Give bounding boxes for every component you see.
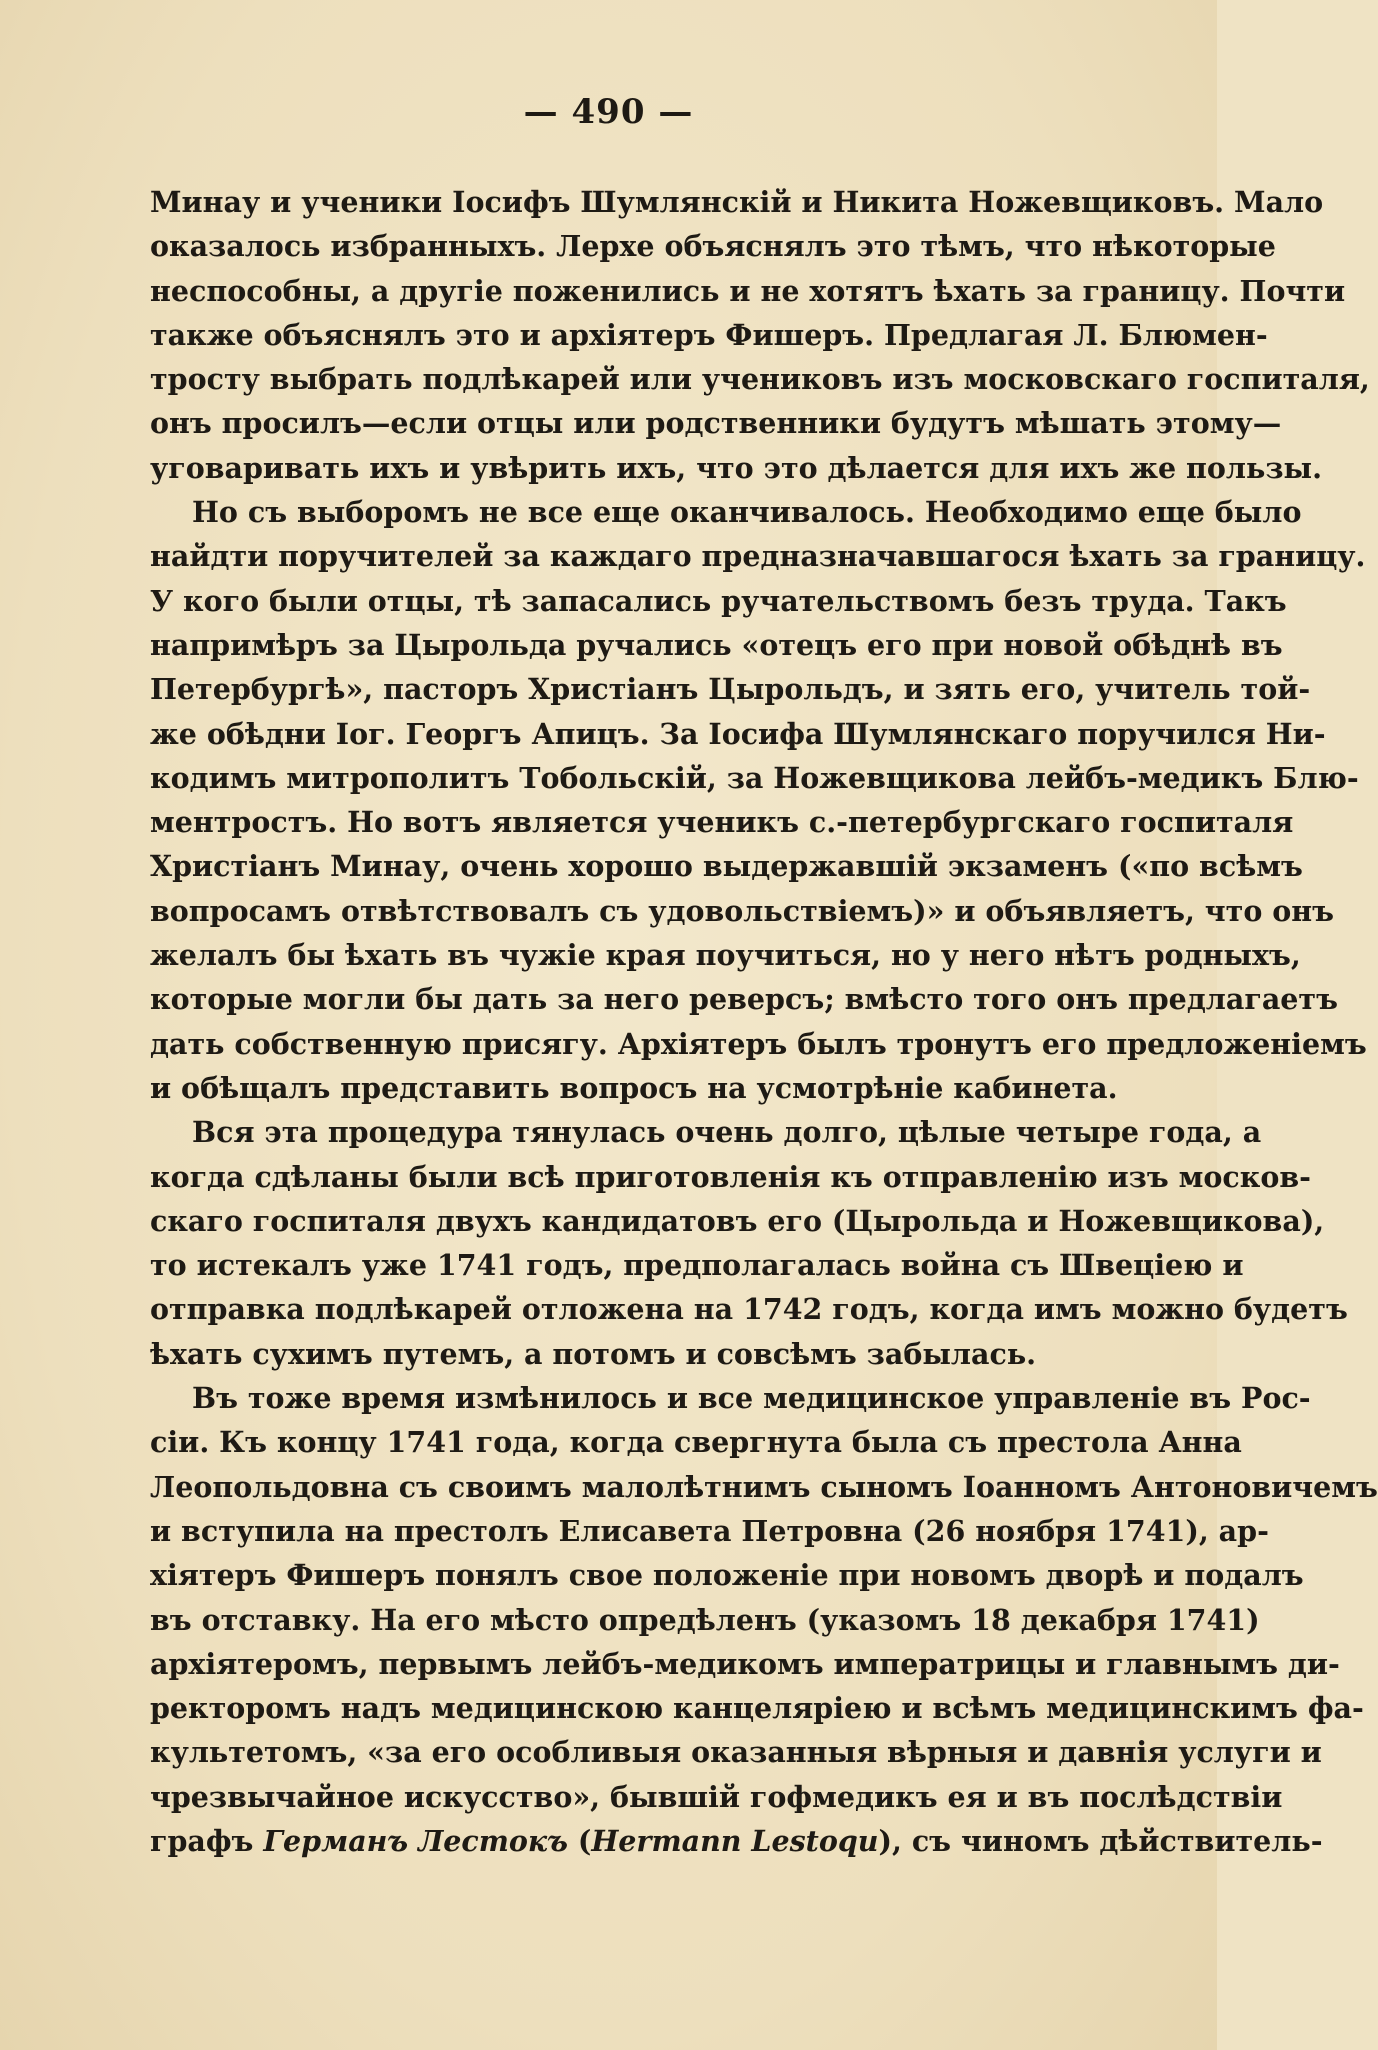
text-line: уговаривать ихъ и увѣрить ихъ, что это дѣлается для ихъ же пользы.: [150, 450, 1323, 485]
text-line: тросту выбрать подлѣкарей или учениковъ изъ московскаго госпиталя,: [150, 362, 1370, 397]
text-line: Леопольдовна съ своимъ малолѣтнимъ сыномъ Іоанномъ Антоновичемъ: [150, 1469, 1378, 1504]
text-line: въ отставку. На его мѣсто опредѣленъ (указомъ 18 декабря 1741): [150, 1602, 1260, 1637]
text-line: же обѣдни Іог. Георгъ Апицъ. За Іосифа Шумлянскаго поручился Ни-: [150, 716, 1326, 751]
body-text: [150, 180, 1378, 1863]
text-fragment: (: [567, 1823, 592, 1858]
text-line: хіятеръ Фишеръ понялъ свое положеніе при новомъ дворѣ и подалъ: [150, 1558, 1304, 1593]
text-line: Въ тоже время измѣнилось и все медицинское управленіе въ Рос-: [192, 1381, 1311, 1416]
page-number: — 490 —: [523, 92, 694, 132]
text-line: и обѣщалъ представить вопросъ на усмотрѣніе кабинета.: [150, 1070, 1118, 1105]
text-fragment: графъ: [150, 1823, 264, 1858]
text-line: Петербургѣ», пасторъ Христіанъ Цырольдъ, и зять его, учитель той-: [150, 672, 1311, 707]
text-line: и вступила на престолъ Елисавета Петровна (26 ноября 1741), ар-: [150, 1513, 1269, 1548]
text-line: неспособны, а другіе поженились и не хотятъ ѣхать за границу. Почти: [150, 273, 1346, 308]
text-line: когда сдѣланы были всѣ приготовленія къ отправленію изъ москов-: [150, 1159, 1311, 1194]
text-line: Вся эта процедура тянулась очень долго, цѣлые четыре года, а: [192, 1115, 1262, 1150]
italic-name: Германъ Лестокъ: [263, 1823, 568, 1858]
text-line: напримѣръ за Цырольда ручались «отецъ его при новой обѣднѣ въ: [150, 627, 1283, 662]
text-line: отправка подлѣкарей отложена на 1742 годъ, когда имъ можно будетъ: [150, 1292, 1348, 1327]
text-line: архіятеромъ, первымъ лейбъ-медикомъ императрицы и главнымъ ди-: [150, 1646, 1340, 1681]
text-line: кодимъ митрополитъ Тобольскій, за Ножевщикова лейбъ-медикъ Блю-: [150, 760, 1359, 795]
text-line: найдти поручителей за каждаго предназначавшагося ѣхать за границу.: [150, 539, 1366, 574]
text-line: онъ просилъ—если отцы или родственники будутъ мѣшать этому—: [150, 406, 1282, 441]
text-line: Но съ выборомъ не все еще оканчивалось. Необходимо еще было: [192, 495, 1302, 530]
text-line: также объяснялъ это и архіятеръ Фишеръ. Предлагая Л. Блюмен-: [150, 317, 1268, 352]
text-line: которые могли бы дать за него реверсъ; вмѣсто того онъ предлагаетъ: [150, 982, 1338, 1017]
text-line: сіи. Къ концу 1741 года, когда свергнута была съ престола Анна: [150, 1425, 1242, 1460]
text-line: Минау и ученики Іосифъ Шумлянскій и Никита Ножевщиковъ. Мало: [150, 185, 1324, 219]
text-fragment: ), съ чиномъ дѣйствитель-: [878, 1823, 1323, 1858]
text-line: вопросамъ отвѣтствовалъ съ удовольствіемъ)» и объявляетъ, что онъ: [150, 893, 1334, 928]
text-line: ментростъ. Но вотъ является ученикъ с.-петербургскаго госпиталя: [150, 805, 1294, 840]
text-line: желалъ бы ѣхать въ чужіе края поучиться, но у него нѣтъ родныхъ,: [150, 938, 1301, 973]
text-line: Христіанъ Минау, очень хорошо выдержавшій экзаменъ («по всѣмъ: [150, 849, 1303, 884]
italic-name: Hermann Lestoqu: [591, 1823, 879, 1858]
text-line: чрезвычайное искусство», бывшій гофмедикъ ея и въ послѣдствіи: [150, 1779, 1283, 1814]
text-line: ректоромъ надъ медицинскою канцеляріею и всѣмъ медицинскимъ фа-: [150, 1691, 1364, 1726]
text-line: У кого были отцы, тѣ запасались ручательствомъ безъ труда. Такъ: [150, 583, 1287, 618]
text-line: оказалось избранныхъ. Лерхе объяснялъ это тѣмъ, что нѣкоторые: [150, 229, 1276, 264]
text-line: то истекалъ уже 1741 годъ, предполагалась война съ Швеціею и: [150, 1248, 1244, 1283]
text-line: дать собственную присягу. Архіятеръ былъ тронутъ его предложеніемъ: [150, 1026, 1367, 1061]
text-line: скаго госпиталя двухъ кандидатовъ его (Цырольда и Ножевщикова),: [150, 1203, 1325, 1238]
text-line: ѣхать сухимъ путемъ, а потомъ и совсѣмъ забылась.: [150, 1336, 1037, 1371]
text-line: культетомъ, «за его особливыя оказанныя вѣрныя и давнія услуги и: [150, 1735, 1322, 1770]
text-line-final: [150, 1819, 1323, 1863]
